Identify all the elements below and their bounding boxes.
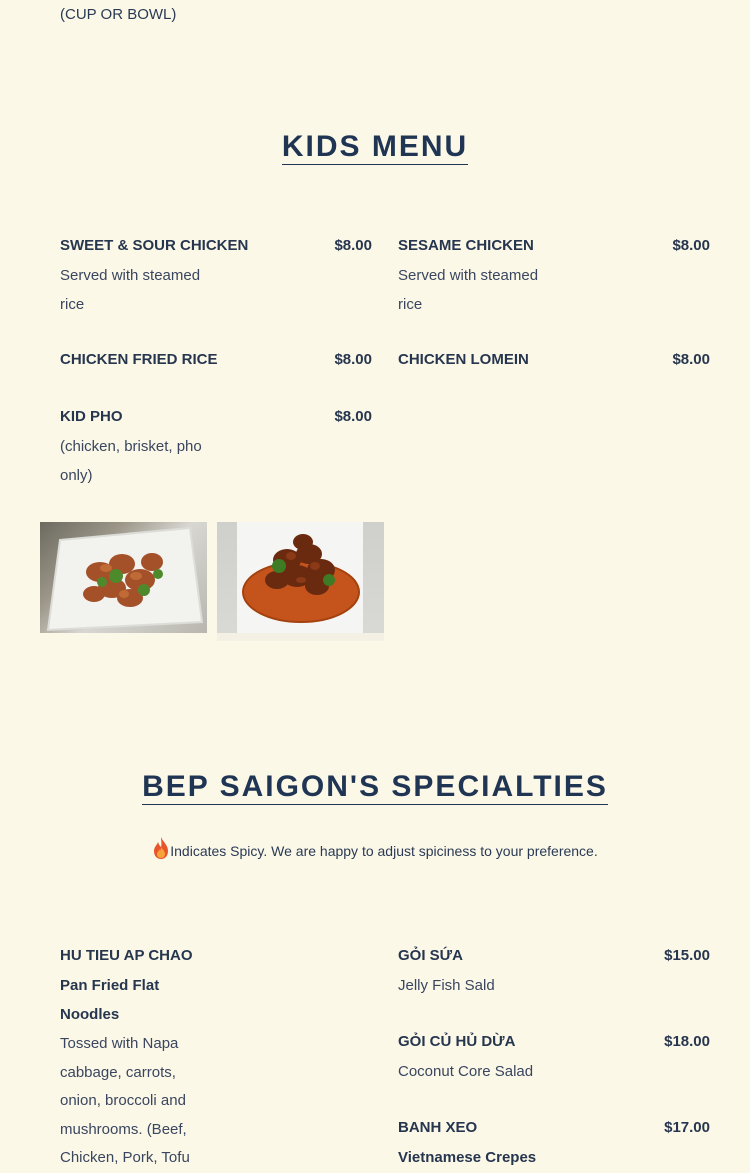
menu-item-desc [60,1030,190,1173]
menu-item-price: $17.00 [664,1119,710,1136]
menu-item-price: $8.00 [334,351,372,368]
photo-caption-strip [217,633,384,641]
menu-item-name: GỎI SỨA [398,947,463,964]
bowl-illustration [217,522,384,633]
menu-item-subtitle-line: Noodles [60,1005,120,1023]
menu-item-desc: Vietnamese Crepes [398,1149,537,1166]
menu-item-name: CHICKEN FRIED RICE [60,351,218,368]
menu-item-price: $8.00 [334,237,372,254]
top-note: (CUP OR BOWL) [60,6,177,23]
menu-item-desc-line: Served with steamed [60,267,201,284]
menu-item-price: $18.00 [664,1033,710,1050]
flame-icon [152,836,170,860]
spicy-note [0,836,750,860]
menu-item-name: KID PHO [60,408,123,425]
menu-item-desc [60,262,200,319]
menu-item-desc-line: cabbage, carrots, [60,1063,176,1081]
menu-item-desc [60,433,202,490]
sesame-chicken-photo[interactable] [40,522,207,633]
menu-item-desc-line: Served with steamed [398,267,539,284]
kids-menu-title-text: KIDS MENU [281,130,469,163]
sweet-sour-chicken-photo[interactable] [217,522,384,641]
menu-item-name: SWEET & SOUR CHICKEN [60,237,249,254]
menu-item-desc: Jelly Fish Sald [398,977,495,994]
menu-item-price: $8.00 [672,237,710,254]
menu-item-subtitle-line: Pan Fried Flat [60,977,160,994]
menu-item-price: $8.00 [672,351,710,368]
menu-item-desc: Coconut Core Salad [398,1063,534,1080]
menu-item-desc-line: rice [398,295,423,313]
menu-item-desc-line: mushrooms. (Beef, [60,1120,187,1138]
menu-item-name: CHICKEN LOMEIN [398,351,529,368]
menu-item-name: BANH XEO [398,1119,478,1136]
menu-item-price: $8.00 [334,408,372,425]
menu-item-name: SESAME CHICKEN [398,237,534,254]
menu-item-name: GỎI CỦ HỦ DỪA [398,1033,516,1050]
menu-item-name: HU TIEU AP CHAO [60,947,193,964]
menu-item-desc-line: rice [60,295,85,313]
specialties-title [0,770,750,804]
specialties-title-text: BEP SAIGON'S SPECIALTIES [142,770,608,803]
menu-item-desc-line: onion, broccoli and [60,1092,186,1109]
menu-item-desc [398,262,538,319]
menu-item-desc-line: Tossed with Napa [60,1035,179,1052]
menu-item-subtitle [60,972,159,1029]
plate-illustration [40,522,207,633]
menu-item-desc-line: Chicken, Pork, Tofu [60,1149,190,1166]
menu-item-desc-line: only) [60,466,93,484]
kids-menu-title [0,130,750,164]
menu-item-desc-line: (chicken, brisket, pho [60,438,202,455]
menu-item-price: $15.00 [664,947,710,964]
spicy-note-text: Indicates Spicy. We are happy to adjust spiciness to your preference. [170,843,598,859]
